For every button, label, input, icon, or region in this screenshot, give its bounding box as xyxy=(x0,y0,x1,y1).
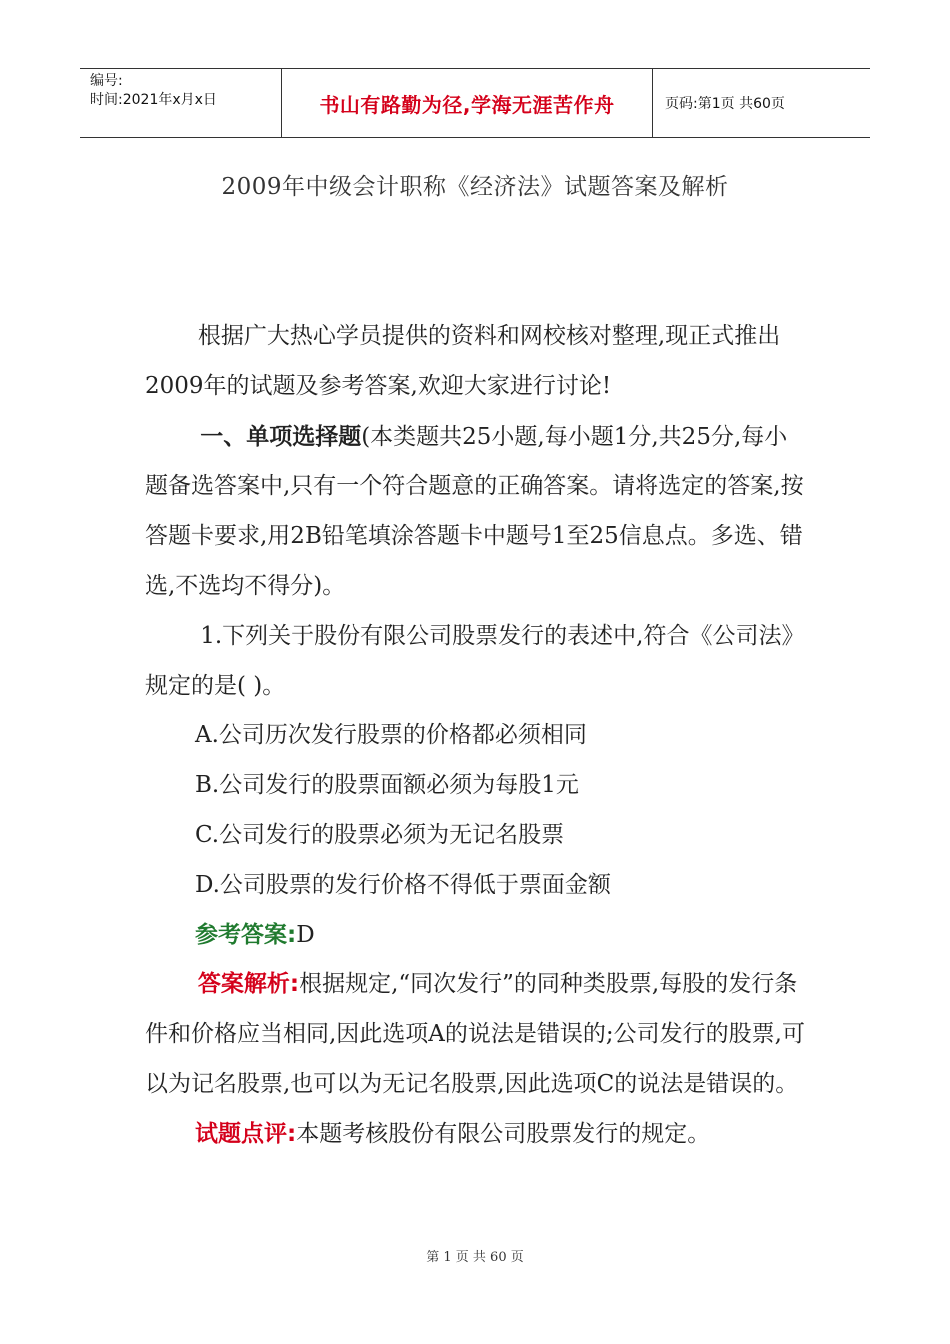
option-b: B.公司发行的股票面额必须为每股1元 xyxy=(195,772,579,799)
analysis-paragraph xyxy=(145,960,810,1109)
analysis-label: 答案解析: xyxy=(197,971,300,998)
comment-text: 本题考核股份有限公司股票发行的规定。 xyxy=(296,1120,711,1147)
question-1: 1.下列关于股份有限公司股票发行的表述中,符合《公司法》规定的是( )。 xyxy=(145,622,805,699)
comment-paragraph xyxy=(145,1110,810,1160)
page-header xyxy=(80,68,870,138)
comment-label: 试题点评: xyxy=(195,1120,297,1147)
page-footer: 第 1 页 共 60 页 xyxy=(426,1250,524,1265)
option-a: A.公司历次发行股票的价格都必须相同 xyxy=(195,722,587,749)
section-instructions: (本类题共25小题,每小题1分,共25分,每小题备选答案中,只有一个符合题意的正确答案。请将选定的答案,按答题卡要求,用2B铅笔填涂答题卡中题号1至25信息点。多选、错选,不选均不得分)。 xyxy=(145,423,804,599)
analysis-text: 根据规定,“同次发行”的同种类股票,每股的发行条件和价格应当相同,因此选项A的说法是错误的;公司发行的股票,可以为记名股票,也可以为无记名股票,因此选项C的说法是错误的。 xyxy=(145,971,805,1097)
number-label: 编号: xyxy=(90,73,123,89)
document-body xyxy=(145,312,810,1160)
option-d: D.公司股票的发行价格不得低于票面金额 xyxy=(195,871,611,898)
section-heading: 一、单项选择题 xyxy=(200,422,362,450)
header-page-info: 页码:第1页 共60页 xyxy=(665,96,785,112)
section-paragraph xyxy=(145,412,810,612)
answer-label: 参考答案: xyxy=(195,921,297,948)
header-motto: 书山有路勤为径,学海无涯苦作舟 xyxy=(282,69,653,137)
time-label: 时间:2021年x月x日 xyxy=(90,92,217,108)
option-c: C.公司发行的股票必须为无记名股票 xyxy=(195,821,565,848)
answer-value: D xyxy=(296,921,315,948)
document-title: 2009年中级会计职称《经济法》试题答案及解析 xyxy=(221,174,729,200)
header-meta xyxy=(80,69,282,137)
intro-paragraph: 根据广大热心学员提供的资料和网校核对整理,现正式推出2009年的试题及参考答案,欢迎大家进行讨论! xyxy=(145,323,781,399)
answer-line xyxy=(145,911,810,961)
